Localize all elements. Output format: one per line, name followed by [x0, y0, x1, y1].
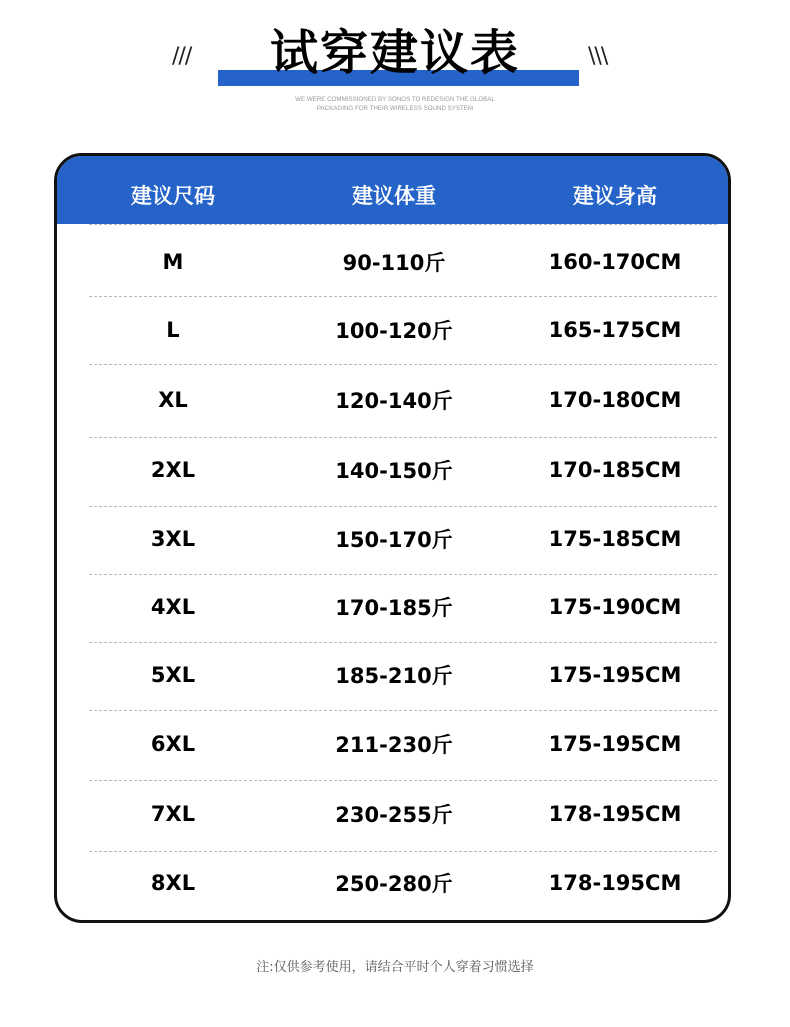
cell-height: 160-170CM	[548, 250, 682, 274]
cell-height: 175-190CM	[548, 595, 682, 619]
cell-height: 175-195CM	[548, 732, 682, 756]
table-row	[57, 366, 728, 434]
cell-size: 3XL	[150, 527, 196, 551]
column-header-height: 建议身高	[573, 184, 657, 208]
cell-size: L	[166, 318, 180, 342]
row-divider	[89, 224, 717, 225]
table-row	[57, 573, 728, 641]
cell-weight: 140-150斤	[335, 459, 453, 483]
cell-height: 170-185CM	[548, 458, 682, 482]
subtitle-line-2: PACKAGING FOR THEIR WIRELESS SOUND SYSTEM	[316, 105, 474, 112]
cell-size: 5XL	[150, 663, 196, 687]
footnote: 注:仅供参考使用，请结合平时个人穿着习惯选择	[256, 960, 534, 975]
right-slash-decoration: \\\	[588, 44, 608, 69]
cell-weight: 100-120斤	[335, 319, 453, 343]
cell-size: 4XL	[150, 595, 196, 619]
cell-weight: 230-255斤	[335, 803, 453, 827]
table-row	[57, 710, 728, 778]
cell-size: 6XL	[150, 732, 196, 756]
column-header-weight: 建议体重	[352, 184, 436, 208]
cell-weight: 150-170斤	[335, 528, 453, 552]
cell-size: 8XL	[150, 871, 196, 895]
size-table	[54, 153, 731, 923]
cell-weight: 211-230斤	[335, 733, 453, 757]
table-row	[57, 641, 728, 709]
cell-weight: 185-210斤	[335, 664, 453, 688]
cell-size: XL	[158, 388, 188, 412]
cell-height: 175-195CM	[548, 663, 682, 687]
subtitle	[0, 95, 790, 113]
title-section	[0, 0, 790, 130]
row-divider	[89, 364, 717, 365]
cell-height: 170-180CM	[548, 388, 682, 412]
page-title: 试穿建议表	[269, 25, 520, 81]
cell-height: 178-195CM	[548, 802, 682, 826]
column-header-size: 建议尺码	[131, 184, 215, 208]
cell-size: M	[162, 250, 184, 274]
table-row	[57, 296, 728, 364]
cell-weight: 250-280斤	[335, 872, 453, 896]
cell-weight: 120-140斤	[335, 389, 453, 413]
cell-size: 7XL	[150, 802, 196, 826]
cell-height: 175-185CM	[548, 527, 682, 551]
cell-weight: 90-110斤	[342, 251, 446, 275]
table-row	[57, 505, 728, 573]
subtitle-line-1: WE WERE COMMISSIONED BY SONOS TO REDESIGN THE GLOBAL	[295, 96, 495, 103]
table-header	[57, 156, 728, 224]
cell-height: 178-195CM	[548, 871, 682, 895]
table-row	[57, 436, 728, 504]
table-row	[57, 849, 728, 917]
table-row	[57, 228, 728, 296]
cell-weight: 170-185斤	[335, 596, 453, 620]
cell-height: 165-175CM	[548, 318, 682, 342]
table-row	[57, 780, 728, 848]
cell-size: 2XL	[150, 458, 196, 482]
left-slash-decoration: ///	[172, 44, 192, 69]
